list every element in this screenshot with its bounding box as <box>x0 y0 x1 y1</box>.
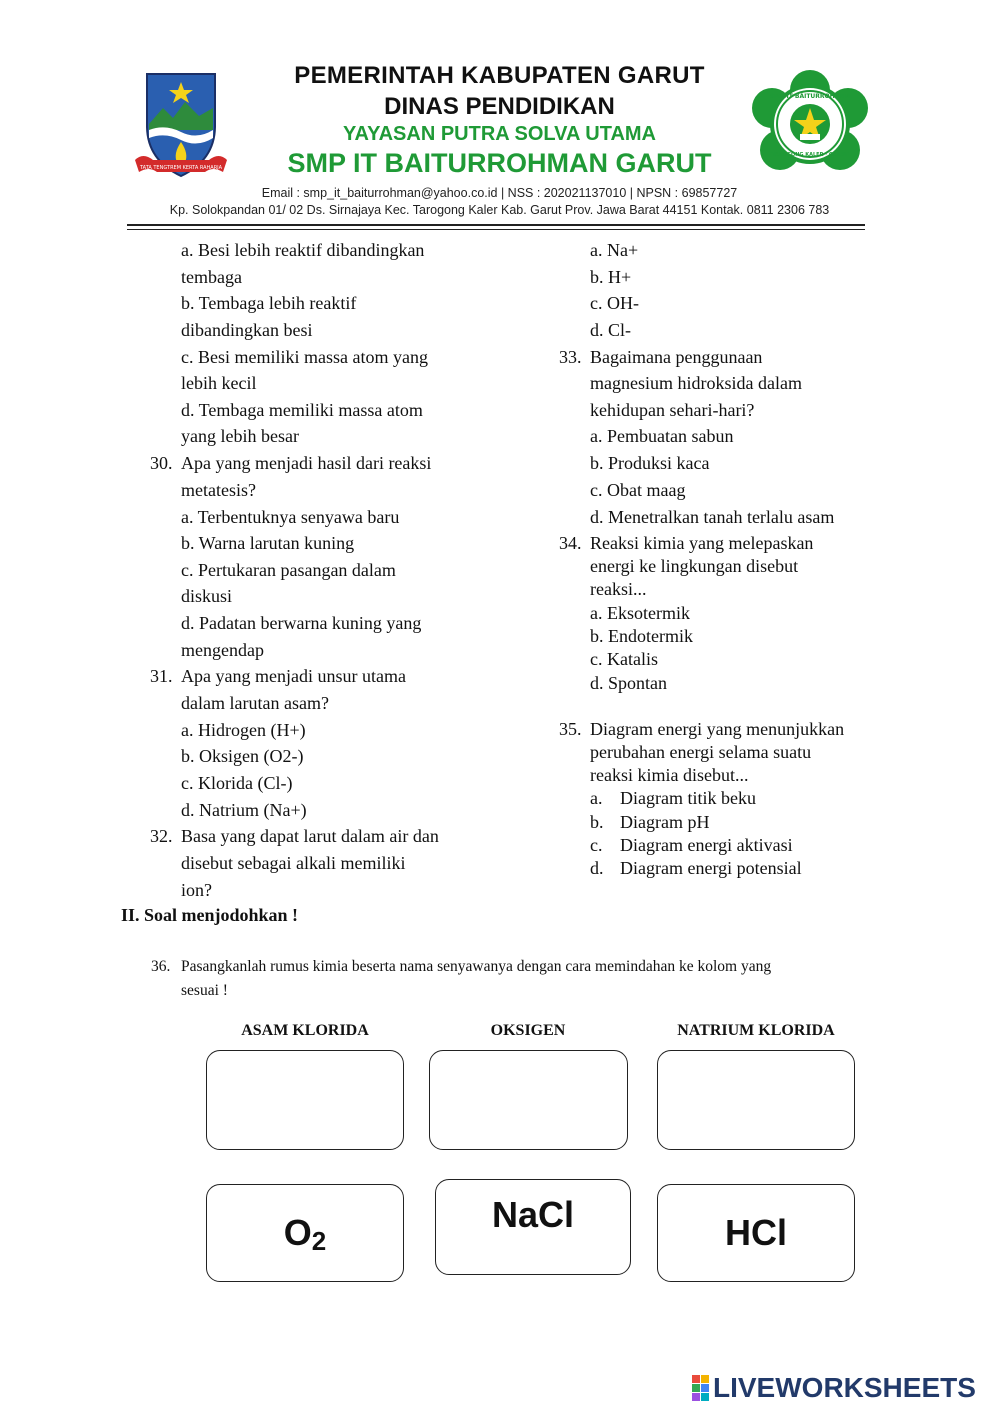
chip-hcl-label: HCl <box>725 1212 787 1253</box>
header-title-1: PEMERINTAH KABUPATEN GARUT <box>294 62 705 89</box>
q30-text-cont: metatesis? <box>181 480 256 500</box>
header-title-3: YAYASAN PUTRA SOLVA UTAMA <box>342 123 656 145</box>
q29-option-b: b. Tembaga lebih reaktif <box>181 293 357 313</box>
header-title-4: SMP IT BAITURROHMAN GARUT <box>287 148 712 178</box>
q35-number: 35. <box>559 719 582 739</box>
q35-option-d: Diagram energi potensial <box>620 858 802 878</box>
chip-nacl-label: NaCl <box>491 1194 575 1235</box>
q32-option-a: a. Na+ <box>590 240 639 260</box>
q31-option-a: a. Hidrogen (H+) <box>181 720 306 740</box>
q33-option-a: a. Pembuatan sabun <box>590 426 734 446</box>
q34-option-a: a. Eksotermik <box>590 603 690 623</box>
q35-text-cont2: reaksi kimia disebut... <box>590 765 749 785</box>
q30-number: 30. <box>150 453 173 473</box>
right-logo <box>750 68 870 180</box>
q30-option-d: d. Padatan berwarna kuning yang <box>181 613 422 633</box>
seal-text-top: SMP IT BAITURROHMAN <box>769 93 851 100</box>
q30-text: Apa yang menjadi hasil dari reaksi <box>181 453 432 473</box>
q29-option-d: d. Tembaga memiliki massa atom <box>181 400 423 420</box>
q32-text-cont: disebut sebagai alkali memiliki <box>181 853 406 873</box>
q33-text-cont: magnesium hidroksida dalam <box>590 373 802 393</box>
q31-text: Apa yang menjadi unsur utama <box>181 666 406 686</box>
q30-option-c: c. Pertukaran pasangan dalam <box>181 560 396 580</box>
q33-option-d: d. Menetralkan tanah terlalu asam <box>590 507 835 527</box>
drag-chip-hcl[interactable] <box>657 1184 855 1282</box>
q30-option-d-cont: mengendap <box>181 640 264 660</box>
q30-option-a: a. Terbentuknya senyawa baru <box>181 507 400 527</box>
header-rule-thin <box>127 229 865 230</box>
q29-option-d-cont: yang lebih besar <box>181 426 299 446</box>
q33-option-b: b. Produksi kaca <box>590 453 710 473</box>
q33-text-cont2: kehidupan sehari-hari? <box>590 400 755 420</box>
liveworksheets-logo <box>692 1370 976 1406</box>
contact-line-2: Kp. Solokpandan 01/ 02 Ds. Sirnajaya Kec. Tarogong Kaler Kab. Garut Prov. Jawa Barat 44151 Kontak. 0811 2306 783 <box>169 203 830 217</box>
school-seal-icon <box>750 68 870 180</box>
q35-option-b-letter: b. <box>590 812 604 832</box>
drop-zone-asam-klorida[interactable] <box>206 1050 404 1150</box>
q32-number: 32. <box>150 826 173 846</box>
drag-chip-nacl[interactable] <box>435 1179 631 1275</box>
contact-line-1: Email : smp_it_baiturrohman@yahoo.co.id | NSS : 202021137010 | NPSN : 69857727 <box>261 186 738 200</box>
section-title: II. Soal menjodohkan ! <box>121 905 299 925</box>
seal-text-bottom: TAROGONG KALER · GARUT <box>771 152 849 158</box>
q30-option-c-cont: diskusi <box>181 586 233 606</box>
q34-option-b: b. Endotermik <box>590 626 693 646</box>
header-title-2: DINAS PENDIDIKAN <box>384 93 615 120</box>
column-header-oksigen: OKSIGEN <box>490 1022 566 1039</box>
q35-text-cont: perubahan energi selama suatu <box>590 742 812 762</box>
q35-option-c: Diagram energi aktivasi <box>620 835 793 855</box>
q29-option-b-cont: dibandingkan besi <box>181 320 313 340</box>
liveworksheets-icon <box>692 1375 709 1401</box>
q31-number: 31. <box>150 666 173 686</box>
drop-zone-oksigen[interactable] <box>429 1050 628 1150</box>
q31-text-cont: dalam larutan asam? <box>181 693 329 713</box>
q35-option-c-letter: c. <box>590 835 603 855</box>
q32-option-d: d. Cl- <box>590 320 632 340</box>
q29-option-c-cont: lebih kecil <box>181 373 257 393</box>
drag-chip-o2[interactable] <box>206 1184 404 1282</box>
header-rule-thick <box>127 224 865 226</box>
q36-text-cont: sesuai ! <box>181 982 228 999</box>
q34-text: Reaksi kimia yang melepaskan <box>590 533 814 553</box>
q34-text-cont: energi ke lingkungan disebut <box>590 556 799 576</box>
q33-option-c: c. Obat maag <box>590 480 686 500</box>
column-header-natrium-klorida: NATRIUM KLORIDA <box>677 1022 835 1039</box>
q34-text-cont2: reaksi... <box>590 579 647 599</box>
chip-o2-subscript: 2 <box>311 1225 327 1256</box>
q33-number: 33. <box>559 347 582 367</box>
q36-number: 36. <box>151 958 171 975</box>
q34-option-c: c. Katalis <box>590 649 658 669</box>
emblem-ribbon-text: TATA TENGTREM KERTA RAHARJA <box>140 165 222 171</box>
q29-option-a-cont: tembaga <box>181 267 242 287</box>
drop-zone-natrium-klorida[interactable] <box>657 1050 855 1150</box>
q32-text-cont2: ion? <box>181 880 212 900</box>
q35-option-d-letter: d. <box>590 858 604 878</box>
column-header-asam-klorida: ASAM KLORIDA <box>241 1022 369 1039</box>
q35-text: Diagram energi yang menunjukkan <box>590 719 845 739</box>
q32-option-b: b. H+ <box>590 267 632 287</box>
q30-option-b: b. Warna larutan kuning <box>181 533 355 553</box>
q29-option-a: a. Besi lebih reaktif dibandingkan <box>181 240 425 260</box>
q35-option-b: Diagram pH <box>620 812 710 832</box>
q34-option-d: d. Spontan <box>590 673 668 693</box>
q31-option-b: b. Oksigen (O2-) <box>181 746 304 766</box>
chip-o2-base: O <box>283 1212 312 1253</box>
liveworksheets-text: LIVEWORKSHEETS <box>713 1372 976 1403</box>
q35-option-a: Diagram titik beku <box>620 788 756 808</box>
q31-option-d: d. Natrium (Na+) <box>181 800 307 820</box>
q36-text: Pasangkanlah rumus kimia beserta nama senyawanya dengan cara memindahan ke kolom yang <box>181 958 772 975</box>
q34-number: 34. <box>559 533 582 553</box>
q32-option-c: c. OH- <box>590 293 639 313</box>
q35-option-a-letter: a. <box>590 788 603 808</box>
q31-option-c: c. Klorida (Cl-) <box>181 773 293 793</box>
q33-text: Bagaimana penggunaan <box>590 347 763 367</box>
q29-option-c: c. Besi memiliki massa atom yang <box>181 347 428 367</box>
q32-text: Basa yang dapat larut dalam air dan <box>181 826 439 846</box>
